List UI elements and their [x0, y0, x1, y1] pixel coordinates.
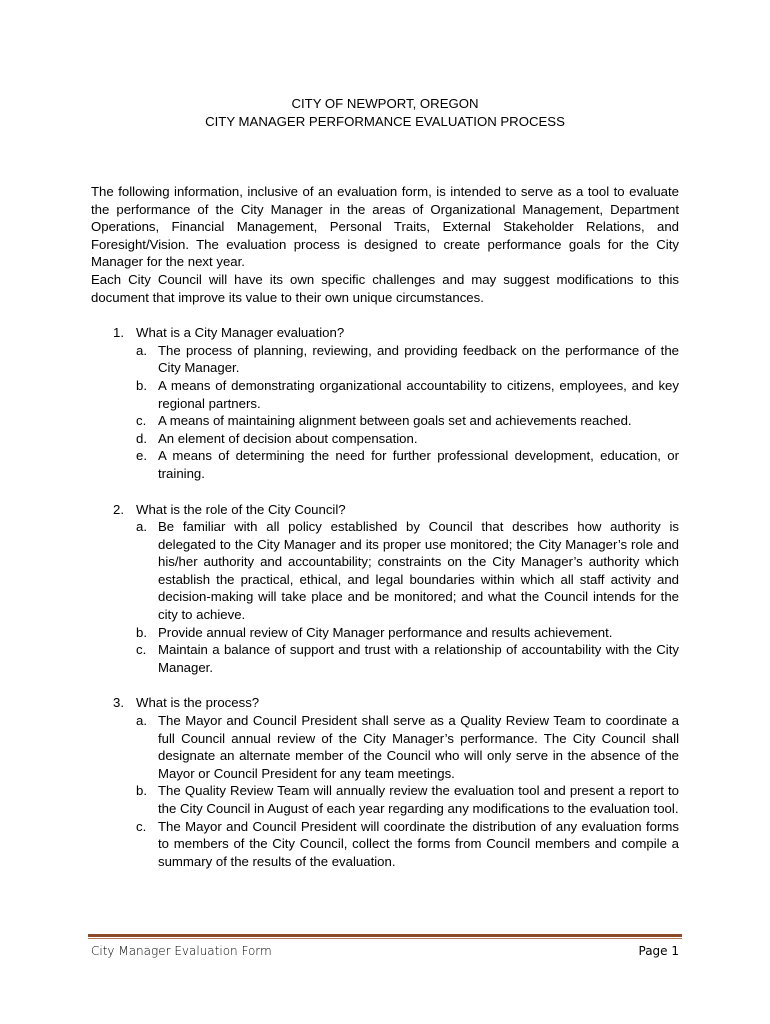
answer-item — [91, 624, 679, 642]
answer-letter: c. — [136, 642, 147, 658]
answer-letter: b. — [136, 377, 147, 393]
answer-text: A means of demonstrating organizational accountability to citizens, employees, and key regional partners. — [158, 377, 679, 411]
answer-text: Provide annual review of City Manager performance and results achievement. — [158, 624, 613, 640]
answer-letter: c. — [136, 818, 147, 834]
answer-text: A means of maintaining alignment between goals set and achievements reached. — [158, 413, 632, 429]
answer-item — [91, 641, 679, 676]
question-item — [91, 501, 679, 677]
question-text: What is a City Manager evaluation? — [136, 325, 345, 341]
answer-item — [91, 447, 679, 482]
question-number: 1. — [113, 325, 124, 341]
answer-text: The process of planning, reviewing, and providing feedback on the performance of the City Manager. — [158, 342, 679, 376]
answer-text: Maintain a balance of support and trust with a relationship of accountability with the City Manager. — [158, 642, 679, 675]
answer-text: The Mayor and Council President shall serve as a Quality Review Team to coordinate a full Council annual review of the City Manager’s performance. The City Council shall designate an alternate member of the Council who will only serve in the absence of the Mayor or Council President for any team meetings. — [158, 713, 679, 781]
answer-letter: d. — [136, 430, 147, 446]
answer-item — [91, 712, 679, 782]
document-title — [91, 95, 679, 131]
answer-list — [91, 518, 679, 676]
question-heading — [91, 501, 679, 519]
answer-letter: b. — [136, 624, 147, 640]
answer-text: A means of determining the need for further professional development, education, or training. — [158, 448, 679, 481]
question-list — [91, 324, 679, 870]
question-heading — [91, 324, 679, 342]
answer-letter: a. — [136, 713, 147, 729]
question-text: What is the role of the City Council? — [136, 501, 346, 517]
question-item — [91, 694, 679, 870]
document-body — [91, 183, 679, 870]
answer-item — [91, 518, 679, 624]
answer-letter: a. — [136, 342, 147, 358]
intro-paragraph-2: Each City Council will have its own specific challenges and may suggest modifications to this document that improve its value to their own unique circumstances. — [91, 271, 679, 305]
answer-list — [91, 712, 679, 870]
answer-text: The Mayor and Council President will coordinate the distribution of any evaluation forms to members of the City Council, collect the forms from Council members and compile a summary of the results of the evaluation. — [158, 818, 679, 869]
answer-text: An element of decision about compensation. — [158, 430, 418, 446]
answer-item — [91, 412, 679, 430]
question-number: 3. — [113, 695, 124, 711]
intro-paragraph-1: The following information, inclusive of an evaluation form, is intended to serve as a tool to evaluate the performance of the City Manager in the areas of Organizational Management, Department Operations, Financial Management, Personal Traits, External Stakeholder Relations, and Foresight/Vision. The evaluation process is designed to create performance goals for the City Manager for the next year. — [91, 184, 679, 270]
answer-item — [91, 818, 679, 871]
answer-list — [91, 342, 679, 483]
answer-letter: a. — [136, 519, 147, 535]
answer-text: Be familiar with all policy established by Council that describes how authority is delegated to the City Manager and its proper use monitored; the City Manager’s role and his/her authority and accountability; constraints on the City Manager’s authority which establish the practical, ethical, and legal boundaries within which all staff activity and decision-making will take place and be monitored; and what the Council intends for the city to achieve. — [158, 519, 679, 623]
footer-page-number: Page 1 — [638, 944, 679, 958]
question-number: 2. — [113, 501, 124, 517]
answer-item — [91, 342, 679, 377]
answer-item — [91, 377, 679, 412]
answer-letter: e. — [136, 448, 147, 464]
question-item — [91, 324, 679, 482]
title-line-1: CITY OF NEWPORT, OREGON — [291, 96, 479, 111]
question-heading — [91, 694, 679, 712]
question-text: What is the process? — [136, 695, 260, 711]
answer-item — [91, 782, 679, 817]
title-line-2: CITY MANAGER PERFORMANCE EVALUATION PROCESS — [205, 114, 565, 129]
footer-document-name: City Manager Evaluation Form — [91, 944, 272, 958]
answer-item — [91, 430, 679, 448]
answer-text: The Quality Review Team will annually review the evaluation tool and present a report to the City Council in August of each year regarding any modifications to the evaluation tool. — [158, 783, 679, 816]
footer-rule — [88, 934, 682, 939]
answer-letter: c. — [136, 413, 147, 429]
answer-letter: b. — [136, 783, 147, 799]
